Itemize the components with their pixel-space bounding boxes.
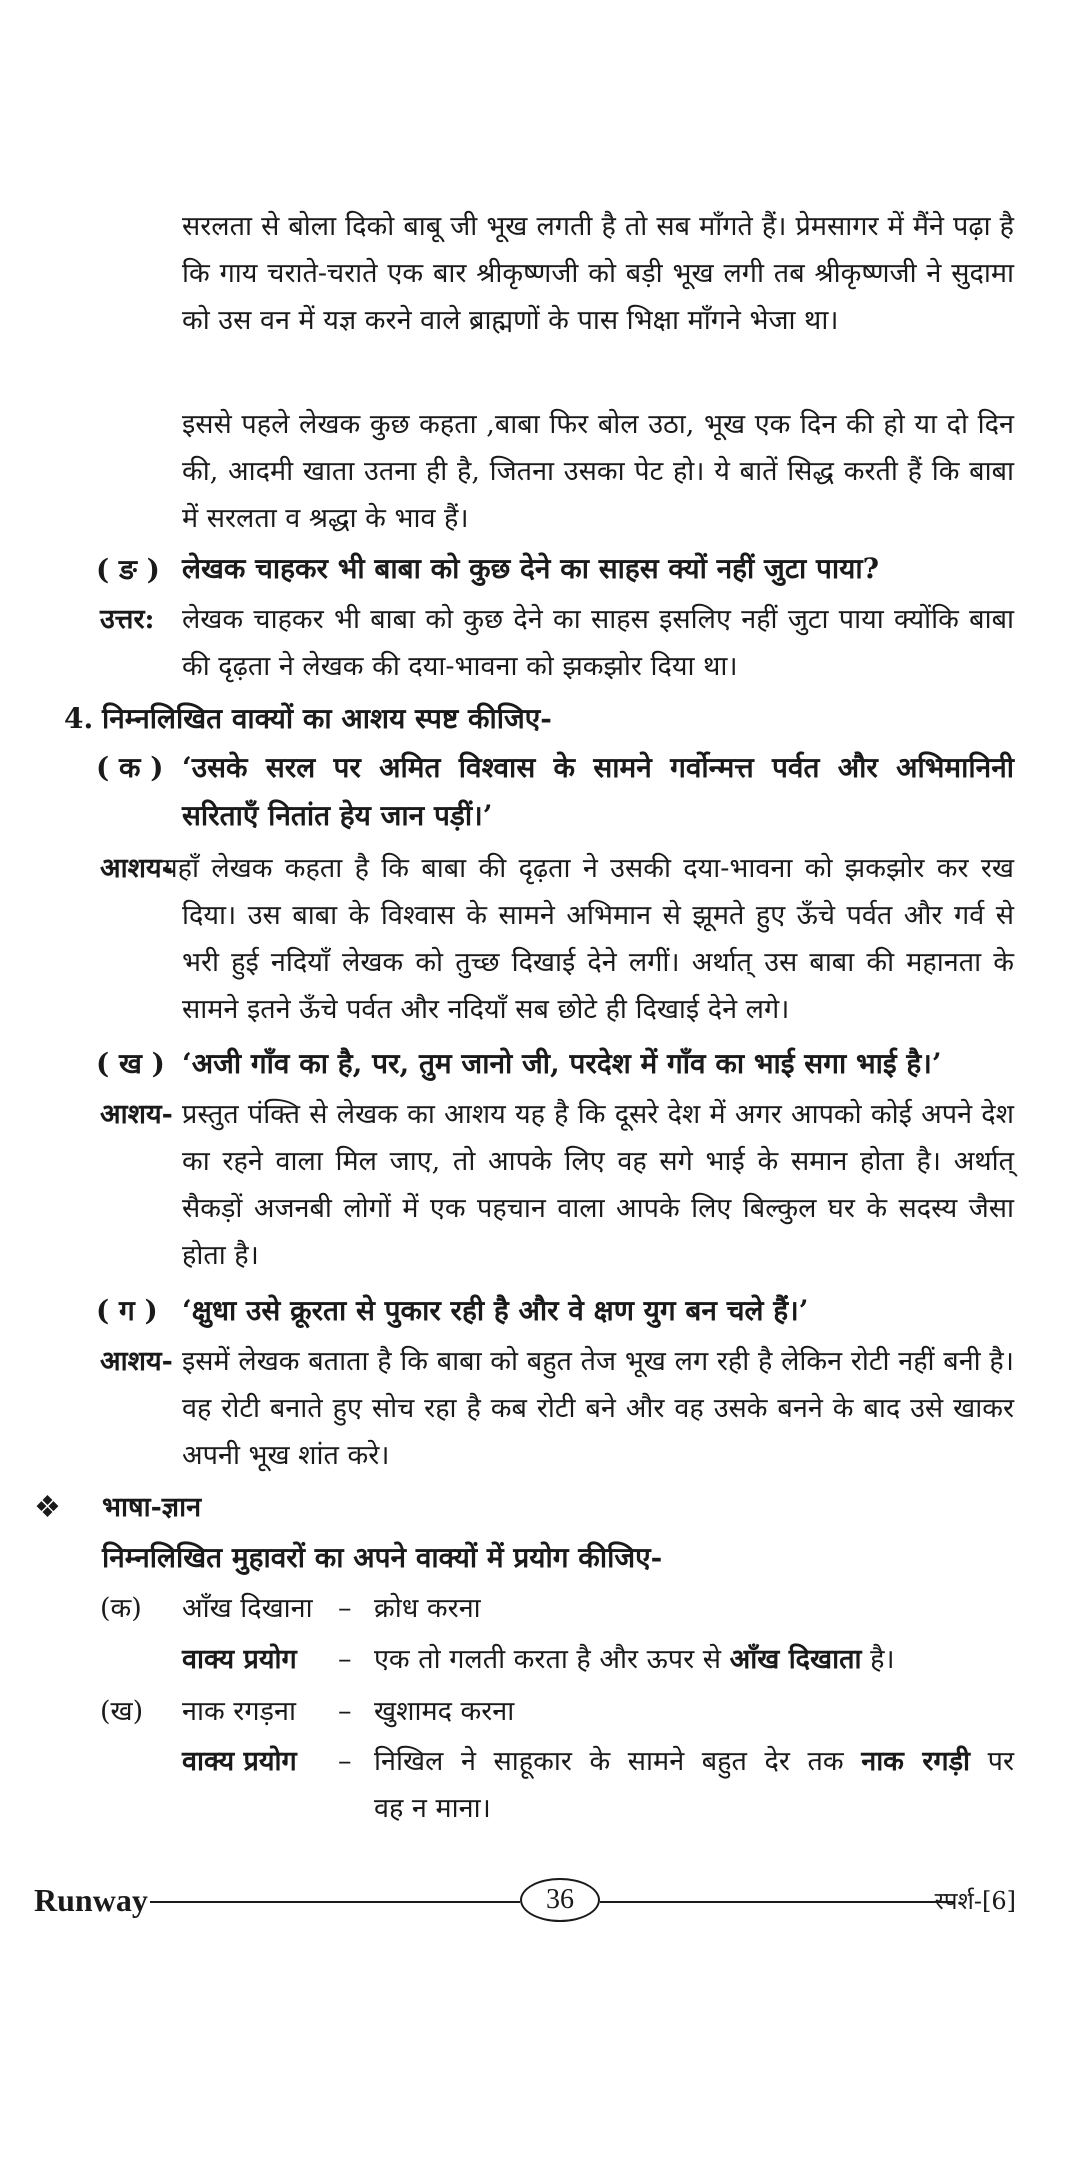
- meaning-kha: प्रस्तुत पंक्ति से लेखक का आशय यह है कि दूसरे देश में अगर आपको कोई अपने देश का रहने वाला मिल जाए, तो आपके लिए वह सगे भाई के समान होता है। अर्थात् सैकड़ों अजनबी लोगों में एक पहचान वाला आपके लिए बिल्कुल घर के सदस्य जैसा होता है।: [182, 1099, 1014, 1271]
- section-4-heading: निम्नलिखित वाक्यों का आशय स्पष्ट कीजिए-: [102, 702, 552, 735]
- meaning-ga: इसमें लेखक बताता है कि बाबा को बहुत तेज भूख लग रही है लेकिन रोटी नहीं बनी है। वह रोटी बनाते हुए सोच रहा है कब रोटी बने और वह उसके बनने के बाद उसे खाकर अपनी भूख शांत करे।: [182, 1346, 1014, 1471]
- meaning-label-ka: आशय-: [100, 853, 173, 884]
- page-footer: [34, 1876, 1016, 1926]
- footer-rule-left: [150, 1901, 520, 1903]
- idiom-kha: नाक रगड़ना: [182, 1696, 296, 1727]
- question-label-nga: ( ङ ): [96, 553, 160, 586]
- diamond-bullet-icon: ❖: [34, 1490, 61, 1525]
- usage-kha-idiom: नाक रगड़ी: [861, 1746, 971, 1777]
- usage-ka-post: है।: [870, 1644, 895, 1675]
- item-label-ga: ( ग ): [96, 1294, 158, 1327]
- quote-ka: ‘उसके सरल पर अमित विश्वास के सामने गर्वोन्मत्त पर्वत और अभिमानिनी सरिताएँ नितांत हेय जान पड़ीं।’: [182, 751, 1014, 832]
- usage-kha: [374, 1738, 1014, 1785]
- meaning-ka: [162, 845, 1014, 1033]
- answer-nga: लेखक चाहकर भी बाबा को कुछ देने का साहस इसलिए नहीं जुटा पाया क्योंकि बाबा की दृढ़ता ने लेखक की दया-भावना को झकझोर दिया था।: [182, 604, 1014, 682]
- language-title: भाषा-ज्ञान: [102, 1492, 202, 1523]
- question-nga: लेखक चाहकर भी बाबा को कुछ देने का साहस क्यों नहीं जुटा पाया?: [182, 552, 879, 585]
- page-number: 36: [520, 1878, 600, 1922]
- usage-kha-line2: वह न माना।: [374, 1793, 491, 1824]
- answer-label: उत्तर:: [100, 604, 155, 635]
- book-title: स्पर्श-[6]: [934, 1887, 1016, 1915]
- language-instruction: निम्नलिखित मुहावरों का अपने वाक्यों में प्रयोग कीजिए-: [102, 1541, 663, 1574]
- idiom-label-ka: (क): [100, 1593, 142, 1624]
- item-label-ka: ( क ): [96, 751, 164, 784]
- quote-ga: ‘क्षुधा उसे क्रूरता से पुकार रही है और वे क्षण युग बन चले हैं।’: [182, 1294, 809, 1327]
- brand-name: Runway: [34, 1882, 148, 1918]
- idiom-meaning-ka: क्रोध करना: [374, 1593, 481, 1624]
- footer-rule-right: [600, 1901, 954, 1903]
- meaning-label-ga: आशय-: [100, 1346, 173, 1377]
- usage-dash-ka: –: [338, 1644, 352, 1675]
- idiom-meaning-kha: खुशामद करना: [374, 1696, 515, 1727]
- usage-label-ka: वाक्य प्रयोग: [182, 1644, 297, 1675]
- usage-ka: [374, 1636, 1014, 1683]
- section-4-number: 4.: [64, 702, 94, 735]
- usage-ka-idiom: आँख दिखाता: [729, 1644, 862, 1675]
- usage-label-kha: वाक्य प्रयोग: [182, 1746, 297, 1777]
- meaning-label-kha: आशय-: [100, 1099, 173, 1130]
- usage-kha-post: पर: [987, 1746, 1014, 1777]
- usage-dash-kha: –: [338, 1746, 352, 1777]
- idiom-ka: आँख दिखाना: [182, 1593, 313, 1624]
- idiom-dash-ka: –: [338, 1593, 352, 1624]
- paragraph-2: इससे पहले लेखक कुछ कहता ,बाबा फिर बोल उठा, भूख एक दिन की हो या दो दिन की, आदमी खाता उतना ही है, जितना उसका पेट हो। ये बातें सिद्ध करती हैं कि बाबा में सरलता व श्रद्धा के भाव हैं।: [182, 409, 1014, 534]
- paragraph-1: सरलता से बोला दिको बाबू जी भूख लगती है तो सब माँगते हैं। प्रेमसागर में मैंने पढ़ा है कि गाय चराते-चराते एक बार श्रीकृष्णजी को बड़ी भूख लगी तब श्रीकृष्णजी ने सुदामा को उस वन में यज्ञ करने वाले ब्राह्मणों के पास भिक्षा माँगने भेजा था।: [182, 211, 1014, 336]
- usage-ka-pre: एक तो गलती करता है और ऊपर से: [374, 1644, 722, 1675]
- idiom-label-kha: (ख): [100, 1696, 144, 1727]
- usage-kha-pre: निखिल ने साहूकार के सामने बहुत देर तक: [374, 1746, 844, 1777]
- item-label-kha: ( ख ): [96, 1047, 165, 1080]
- quote-kha: ‘अजी गाँव का है, पर, तुम जानो जी, परदेश में गाँव का भाई सगा भाई है।’: [182, 1047, 942, 1080]
- idiom-dash-kha: –: [338, 1696, 352, 1727]
- meaning-ka-text: यहाँ लेखक कहता है कि बाबा की दृढ़ता ने उसकी दया-भावना को झकझोर कर रख दिया। उस बाबा के विश्वास के सामने अभिमान से झूमते हुए ऊँचे पर्वत और गर्व से भरी हुई नदियाँ लेखक को तुच्छ दिखाई देने लगीं। अर्थात् उस बाबा की महानता के सामने इतने ऊँचे पर्वत और नदियाँ सब छोटे ही दिखाई देने लगे।: [162, 853, 1014, 1025]
